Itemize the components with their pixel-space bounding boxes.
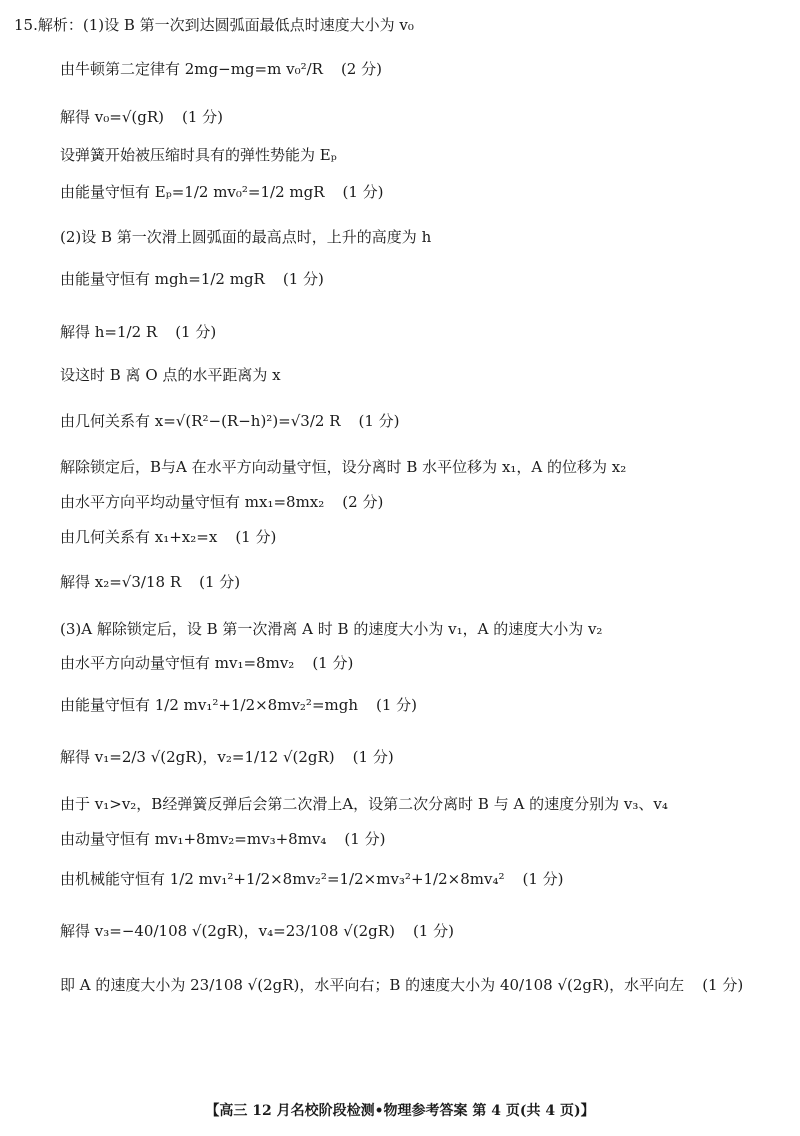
line-text: 即 A 的速度大小为 23/108 √(2gR)，水平向右；B 的速度大小为 40/108 √(2gR)，水平向左 — [60, 976, 685, 994]
solution-line-7 — [60, 272, 780, 287]
solution-line-19 — [60, 797, 780, 812]
score: (1 分) — [175, 323, 217, 341]
line-text: 由牛顿第二定律有 2mg−mg=m v₀²/R — [60, 60, 323, 78]
solution-line-6 — [60, 230, 780, 245]
score: (1 分) — [522, 870, 564, 888]
score: (1 分) — [312, 654, 354, 672]
line-text: 解得 v₁=2/3 √(2gR)，v₂=1/12 √(2gR) — [60, 748, 335, 766]
page-footer: 【高三 12 月名校阶段检测•物理参考答案 第 4 页(共 4 页)】 — [205, 1103, 595, 1119]
score: (1 分) — [376, 696, 418, 714]
score: (1 分) — [199, 573, 241, 591]
line-text: 由于 v₁>v₂，B经弹簧反弹后会第二次滑上A，设第二次分离时 B 与 A 的速度分别为 v₃、v₄ — [60, 795, 668, 813]
score: (1 分) — [358, 412, 400, 430]
line-text: 由能量守恒有 mgh=1/2 mgR — [60, 270, 265, 288]
line-text: 由水平方向动量守恒有 mv₁=8mv₂ — [60, 654, 295, 672]
solution-line-14 — [60, 575, 780, 590]
solution-line-12 — [60, 495, 780, 510]
score: (2 分) — [340, 60, 382, 78]
line-text: 解得 x₂=√3/18 R — [60, 573, 182, 591]
line-text: 15.解析：(1)设 B 第一次到达圆弧面最低点时速度大小为 v₀ — [14, 16, 414, 34]
solution-line-17 — [60, 698, 780, 713]
line-text: 由几何关系有 x₁+x₂=x — [60, 528, 218, 546]
solution-line-9 — [60, 368, 780, 383]
line-text: 由水平方向平均动量守恒有 mx₁=8mx₂ — [60, 493, 325, 511]
solution-line-3 — [60, 110, 780, 125]
solution-line-23 — [60, 978, 780, 993]
line-text: 由能量守恒有 Eₚ=1/2 mv₀²=1/2 mgR — [60, 183, 325, 201]
solution-line-1 — [14, 18, 780, 33]
line-text: 设弹簧开始被压缩时具有的弹性势能为 Eₚ — [60, 146, 337, 164]
score: (1 分) — [342, 183, 384, 201]
line-text: 解除锁定后，B与A 在水平方向动量守恒，设分离时 B 水平位移为 x₁，A 的位移为 x₂ — [60, 458, 627, 476]
solution-line-5 — [60, 185, 780, 200]
score: (1 分) — [352, 748, 394, 766]
score: (1 分) — [282, 270, 324, 288]
line-text: 设这时 B 离 O 点的水平距离为 x — [60, 366, 281, 384]
solution-line-13 — [60, 530, 780, 545]
solution-line-15 — [60, 622, 780, 637]
line-text: 解得 h=1/2 R — [60, 323, 158, 341]
solution-line-8 — [60, 325, 780, 340]
line-text: 由能量守恒有 1/2 mv₁²+1/2×8mv₂²=mgh — [60, 696, 359, 714]
line-text: 由机械能守恒有 1/2 mv₁²+1/2×8mv₂²=1/2×mv₃²+1/2×8mv₄² — [60, 870, 505, 888]
score: (2 分) — [342, 493, 384, 511]
score: (1 分) — [344, 830, 386, 848]
score: (1 分) — [181, 108, 224, 126]
solution-line-22 — [60, 924, 780, 939]
score: (1 分) — [702, 976, 744, 994]
solution-line-2 — [60, 62, 780, 77]
solution-line-4 — [60, 148, 780, 163]
solution-line-20 — [60, 832, 780, 847]
line-text: (3)A 解除锁定后，设 B 第一次滑离 A 时 B 的速度大小为 v₁，A 的速度大小为 v₂ — [60, 620, 603, 638]
solution-line-21 — [60, 872, 780, 887]
line-text: 解得 v₃=−40/108 √(2gR)，v₄=23/108 √(2gR) — [60, 922, 395, 940]
solution-line-16 — [60, 656, 780, 671]
solution-line-18 — [60, 750, 780, 765]
score: (1 分) — [235, 528, 277, 546]
solution-line-11 — [60, 460, 780, 475]
line-text: 由动量守恒有 mv₁+8mv₂=mv₃+8mv₄ — [60, 830, 327, 848]
line-text: (2)设 B 第一次滑上圆弧面的最高点时，上升的高度为 h — [60, 228, 432, 246]
line-text: 由几何关系有 x=√(R²−(R−h)²)=√3/2 R — [60, 412, 341, 430]
solution-line-10 — [60, 414, 780, 429]
score: (1 分) — [412, 922, 454, 940]
line-text: 解得 v₀=√(gR) — [60, 108, 164, 126]
